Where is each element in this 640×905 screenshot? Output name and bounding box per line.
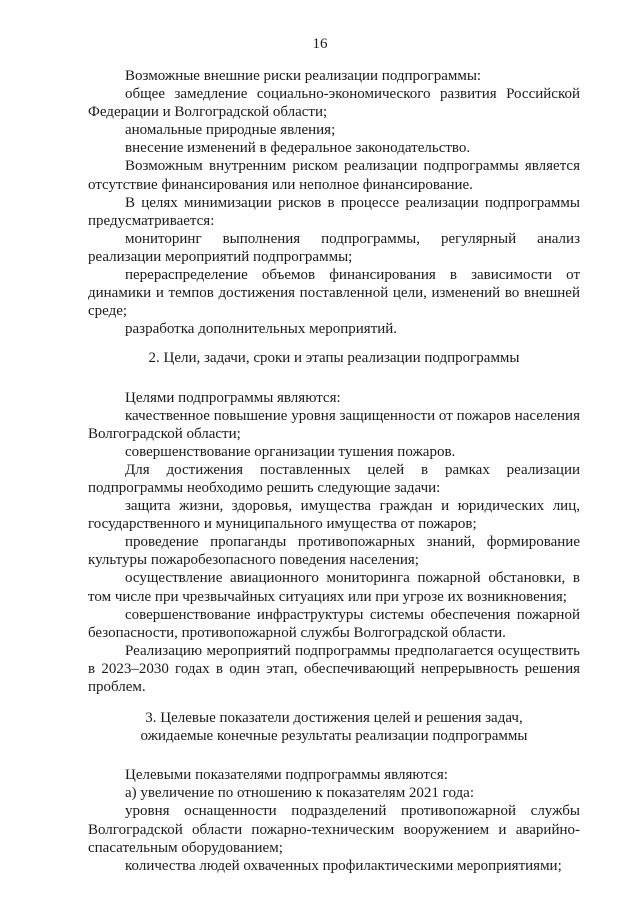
paragraph: мониторинг выполнения подпрограммы, регулярный анализ реализации мероприятий подпрограммы; xyxy=(88,230,580,265)
section-goals xyxy=(88,389,580,697)
paragraph: разработка дополнительных мероприятий. xyxy=(125,321,398,338)
paragraph: внесение изменений в федеральное законодательство. xyxy=(125,140,471,157)
paragraph: Для достижения поставленных целей в рамках реализации подпрограммы необходимо решить следующие задачи: xyxy=(88,461,580,496)
document-body xyxy=(88,67,580,875)
page-number: 16 xyxy=(312,36,328,52)
paragraph: Возможным внутренним риском реализации подпрограммы является отсутствие финансирования или неполное финансирование. xyxy=(88,158,580,193)
paragraph: В целях минимизации рисков в процессе реализации подпрограммы предусматривается: xyxy=(88,194,580,229)
paragraph: осуществление авиационного мониторинга пожарной обстановки, в том числе при чрезвычайных ситуациях или при угрозе их возникновения; xyxy=(88,570,580,605)
paragraph: количества людей охваченных профилактическими мероприятиями; xyxy=(125,857,562,874)
paragraph: Возможные внешние риски реализации подпрограммы: xyxy=(125,68,482,84)
section-heading-3-line-2: ожидаемые конечные результаты реализации подпрограммы xyxy=(140,728,528,745)
section-heading-2: 2. Цели, задачи, сроки и этапы реализации подпрограммы xyxy=(148,350,520,367)
paragraph: Целевыми показателями подпрограммы являются: xyxy=(125,767,448,784)
paragraph: аномальные природные явления; xyxy=(125,122,336,139)
paragraph: совершенствование организации тушения пожаров. xyxy=(125,443,456,460)
paragraph: защита жизни, здоровья, имущества граждан и юридических лиц, государственного и муниципального имущества от пожаров; xyxy=(88,498,580,533)
paragraph: а) увеличение по отношению к показателям 2021 года: xyxy=(125,785,474,802)
paragraph: проведение пропаганды противопожарных знаний, формирование культуры пожаробезопасного поведения населения; xyxy=(88,534,580,569)
paragraph: Целями подпрограммы являются: xyxy=(125,389,341,406)
paragraph: Реализацию мероприятий подпрограммы предполагается осуществить в 2023–2030 годах в один этап, обеспечивающий непрерывность решения проблем. xyxy=(88,642,580,695)
section-risks xyxy=(88,67,580,338)
paragraph: уровня оснащенности подразделений противопожарной службы Волгоградской области пожарно-техническим вооружением и аварийно-спасательным оборудованием; xyxy=(88,803,580,856)
section-indicators xyxy=(88,766,580,875)
section-heading-3-line-1: 3. Целевые показатели достижения целей и решения задач, xyxy=(145,710,523,727)
paragraph: общее замедление социально-экономического развития Российской Федерации и Волгоградской области; xyxy=(88,86,580,121)
paragraph: совершенствование инфраструктуры системы обеспечения пожарной безопасности, противопожарной службы Волгоградской области. xyxy=(88,606,580,641)
paragraph: качественное повышение уровня защищенности от пожаров населения Волгоградской области; xyxy=(88,407,580,442)
paragraph: перераспределение объемов финансирования в зависимости от динамики и темпов достижения поставленной цели, изменений во внешней среде; xyxy=(88,267,580,320)
